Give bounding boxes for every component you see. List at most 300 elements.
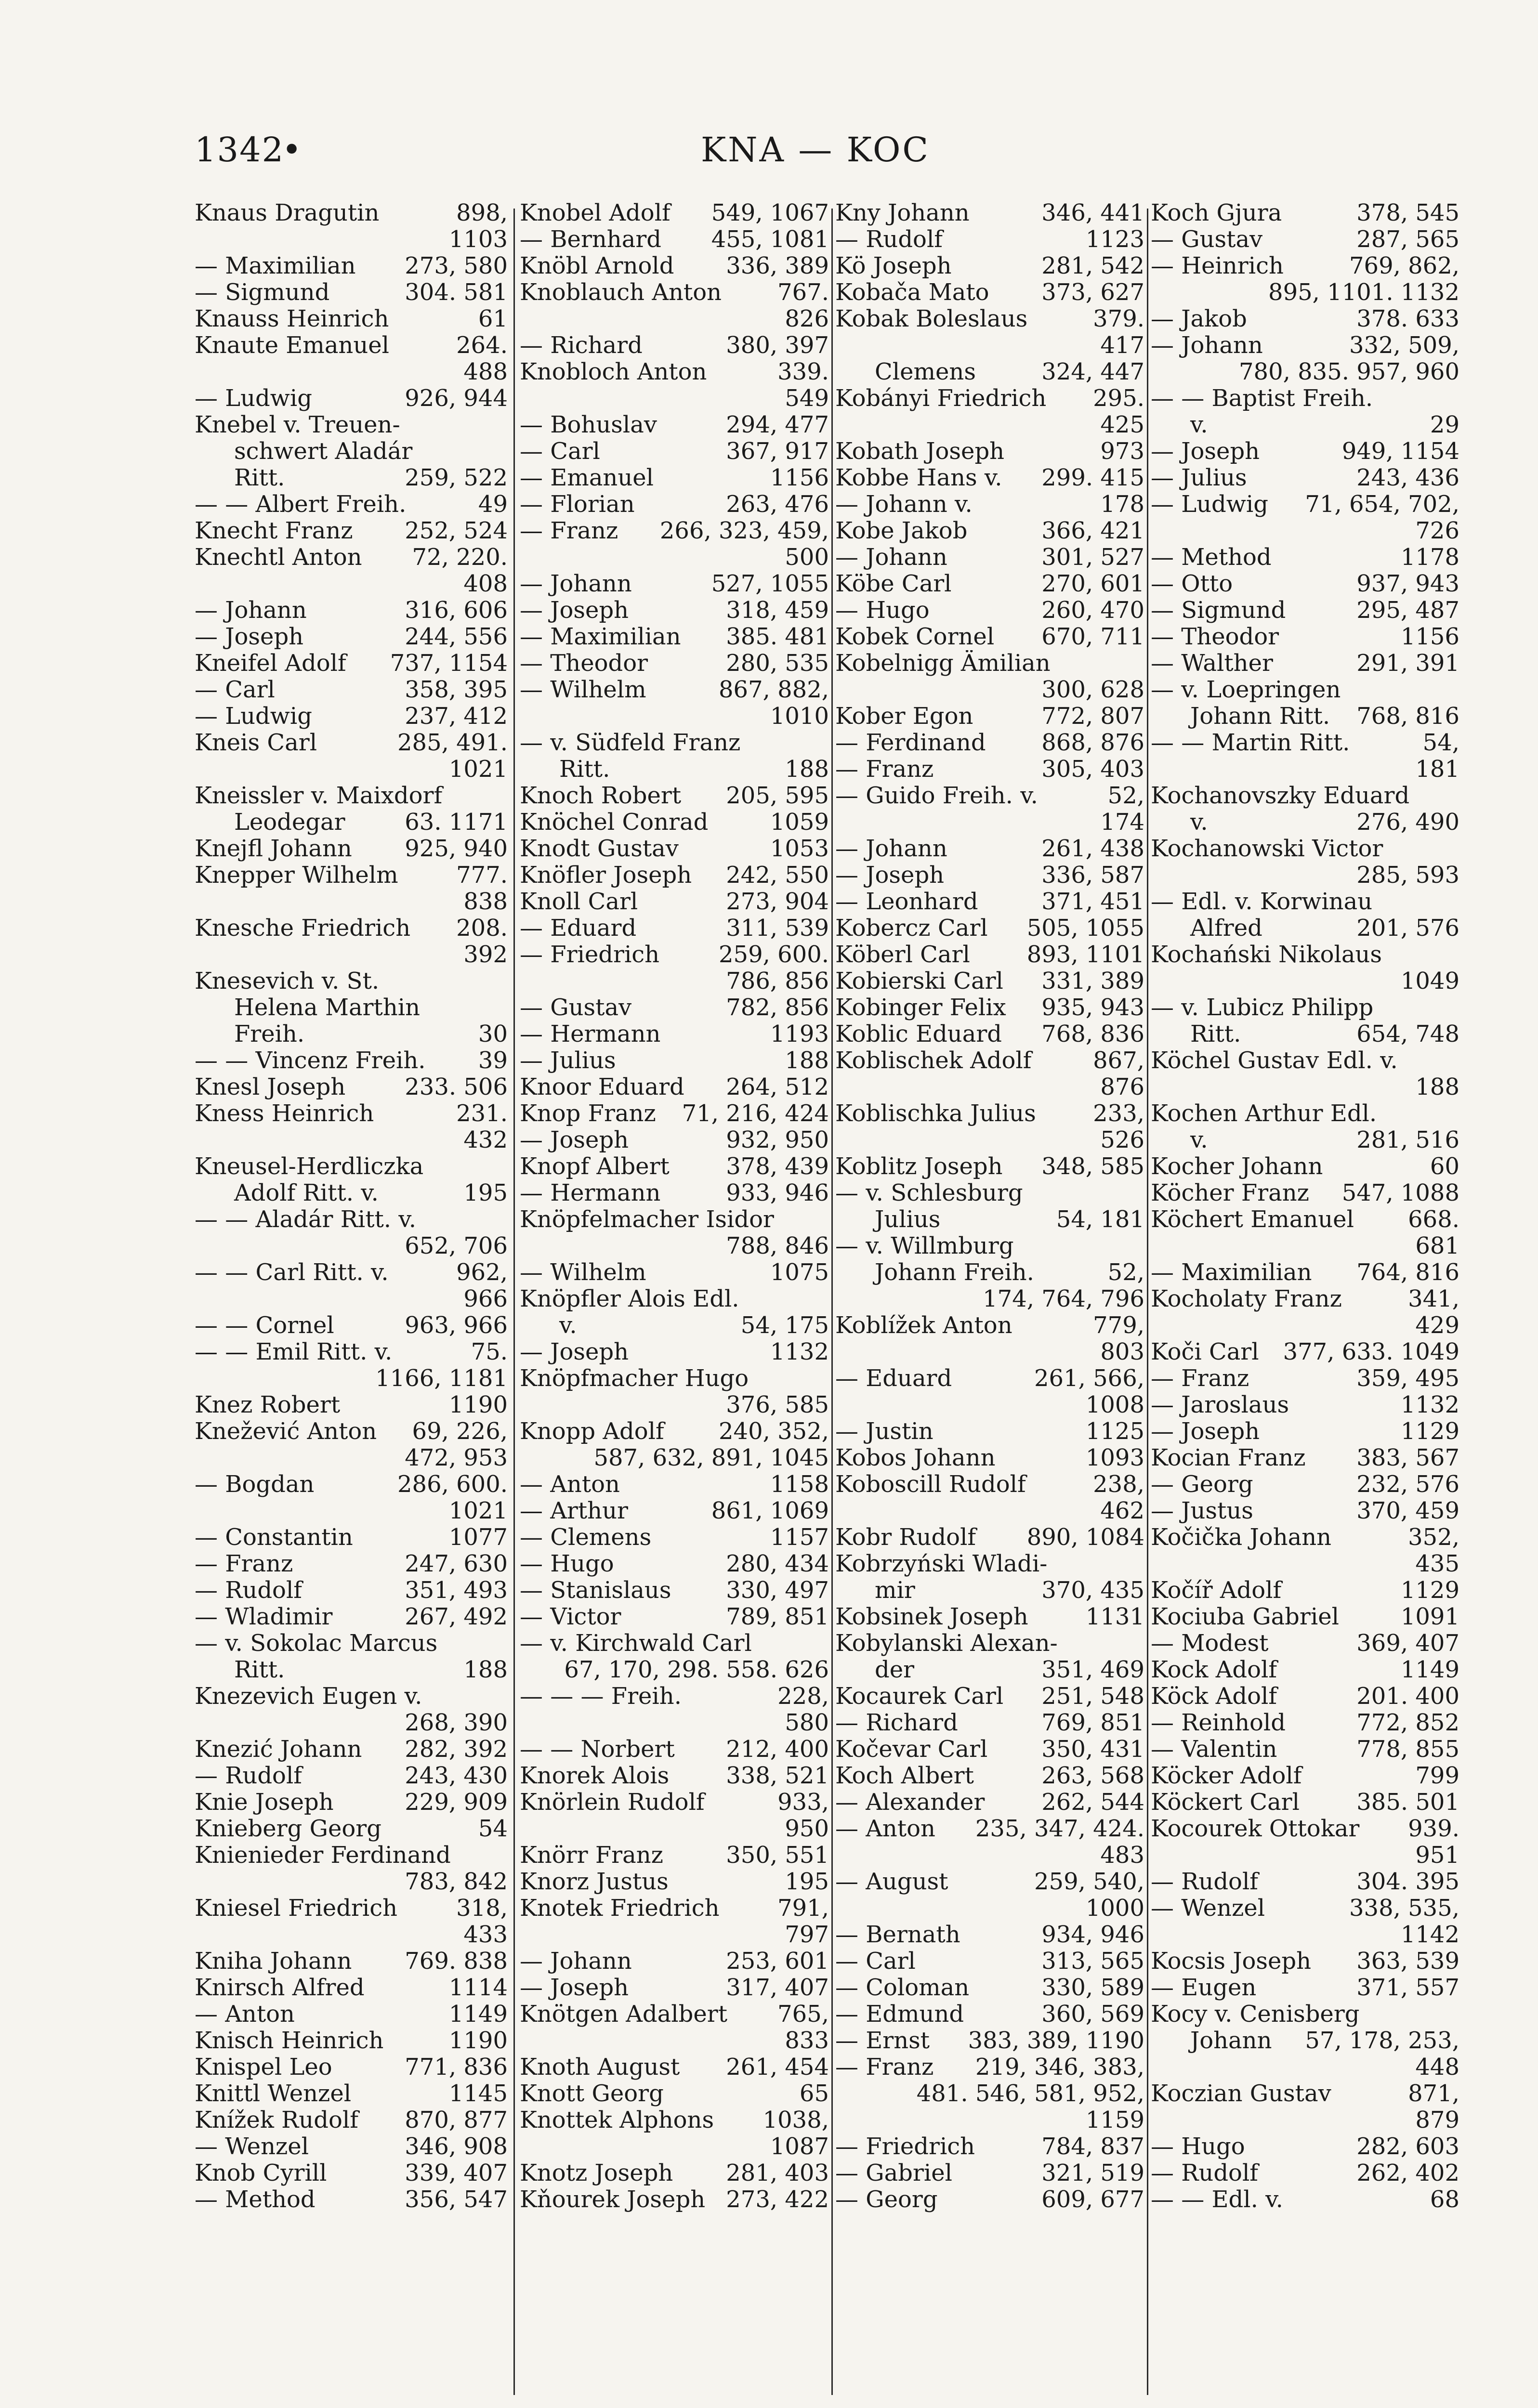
entry-name: — Sigmund — [195, 279, 330, 306]
index-entry — [520, 1233, 829, 1259]
entry-pages: 244, 556 — [405, 624, 508, 650]
entry-pages: 527, 1055 — [711, 571, 829, 597]
entry-pages: 295, 487 — [1356, 597, 1459, 624]
entry-pages: 1131 — [1085, 1604, 1144, 1630]
entry-name: — Maximilian — [1151, 1259, 1312, 1286]
index-entry — [520, 412, 829, 438]
entry-pages: 332, 509, — [1349, 332, 1459, 359]
entry-name: Knop Franz — [520, 1100, 656, 1127]
entry-name: Knob Cyrill — [195, 2160, 327, 2186]
entry-name: — Joseph — [835, 862, 945, 889]
index-entry — [1151, 1047, 1459, 1074]
entry-name: — Johann — [835, 544, 947, 571]
entry-pages: 933, 946 — [726, 1180, 829, 1206]
index-entry — [520, 2107, 829, 2133]
entry-name: — Justus — [1151, 1498, 1253, 1524]
entry-name: Knöpfler Alois Edl. — [520, 1286, 739, 1312]
index-entry — [195, 597, 508, 624]
entry-pages: 797 — [785, 1922, 829, 1948]
index-entry — [195, 1577, 508, 1604]
entry-name: Knoblauch Anton — [520, 279, 722, 306]
entry-name: Knez Robert — [195, 1392, 341, 1418]
entry-pages: 69, 226, — [412, 1418, 508, 1445]
entry-pages: 371, 451 — [1041, 889, 1144, 915]
entry-pages: 363, 539 — [1356, 1948, 1459, 1975]
entry-name: Kobos Johann — [835, 1445, 996, 1471]
entry-name: — Joseph — [520, 1127, 629, 1153]
entry-name: Knaute Emanuel — [195, 332, 390, 359]
entry-name: Kobbe Hans v. — [835, 465, 1002, 491]
index-entry — [1151, 703, 1459, 730]
index-entry — [195, 1153, 508, 1180]
entry-name: — Julius — [1151, 465, 1247, 491]
index-entry — [520, 2186, 829, 2213]
index-entry — [520, 1100, 829, 1127]
entry-name: Kobsinek Joseph — [835, 1604, 1028, 1630]
entry-name: — Franz — [835, 2054, 934, 2081]
entry-pages: 788, 846 — [726, 1233, 829, 1259]
index-entry — [520, 2028, 829, 2054]
entry-name: — Stanislaus — [520, 1577, 671, 1604]
entry-pages: 174, 764, 796 — [983, 1286, 1144, 1312]
index-entry — [520, 1922, 829, 1948]
index-entry — [520, 1869, 829, 1895]
index-entry — [835, 1418, 1144, 1445]
entry-name: Koch Albert — [835, 1763, 974, 1789]
index-entry — [520, 1895, 829, 1922]
entry-name: — Victor — [520, 1604, 621, 1630]
entry-pages: 876 — [1100, 1074, 1144, 1100]
index-entry — [835, 1789, 1144, 1816]
entry-pages: 1149 — [1400, 1657, 1459, 1683]
index-entry — [520, 862, 829, 889]
entry-name: — Hugo — [1151, 2133, 1245, 2160]
index-entry — [520, 491, 829, 518]
entry-pages: 316, 606 — [405, 597, 508, 624]
index-entry — [195, 942, 508, 968]
index-entry — [195, 1471, 508, 1498]
entry-pages: 219, 346, 383, — [975, 2054, 1144, 2081]
entry-name: — Johann — [835, 836, 947, 862]
entry-pages: 392 — [463, 942, 508, 968]
entry-pages: 949, 1154 — [1341, 438, 1459, 465]
entry-pages: 29 — [1430, 412, 1459, 438]
entry-pages: 369, 407 — [1356, 1630, 1459, 1657]
entry-pages: 366, 421 — [1041, 518, 1144, 544]
entry-name: Kochanowski Victor — [1151, 836, 1383, 862]
index-entry — [835, 1312, 1144, 1339]
entry-name: Knížek Rudolf — [195, 2107, 358, 2133]
entry-pages: 52, — [1107, 783, 1144, 809]
entry-name: Koblitz Joseph — [835, 1153, 1003, 1180]
index-entry — [835, 624, 1144, 650]
entry-pages: 346, 908 — [405, 2133, 508, 2160]
index-entry — [195, 809, 508, 836]
entry-name: Knott Georg — [520, 2081, 664, 2107]
index-entry — [195, 571, 508, 597]
entry-pages: 726 — [1415, 518, 1459, 544]
entry-name: — Anton — [835, 1816, 935, 1842]
index-entry — [835, 1630, 1144, 1657]
entry-pages: 356, 547 — [405, 2186, 508, 2213]
entry-name: — Richard — [520, 332, 643, 359]
index-entry — [835, 2028, 1144, 2054]
index-entry — [195, 1975, 508, 2001]
entry-pages: 358, 395 — [405, 677, 508, 703]
entry-pages: 243, 436 — [1356, 465, 1459, 491]
index-entry — [835, 915, 1144, 942]
entry-name: Ritt. — [234, 465, 285, 491]
index-entry — [1151, 1074, 1459, 1100]
entry-pages: 1075 — [770, 1259, 829, 1286]
index-entry — [1151, 385, 1459, 412]
index-entry — [520, 1206, 829, 1233]
entry-name: — Jakob — [1151, 306, 1247, 332]
index-entry — [195, 1630, 508, 1657]
entry-pages: 282, 603 — [1356, 2133, 1459, 2160]
index-entry — [1151, 2028, 1459, 2054]
entry-name: Kö Joseph — [835, 253, 952, 279]
entry-name: Knöpfmacher Hugo — [520, 1365, 749, 1392]
index-entry — [1151, 2133, 1459, 2160]
entry-pages: 737, 1154 — [390, 650, 508, 677]
entry-pages: 270, 601 — [1041, 571, 1144, 597]
entry-name: Köchel Gustav Edl. v. — [1151, 1047, 1398, 1074]
entry-name: Knoor Eduard — [520, 1074, 684, 1100]
index-entry — [1151, 677, 1459, 703]
index-entry — [1151, 200, 1459, 226]
index-entry — [195, 385, 508, 412]
index-entry — [195, 544, 508, 571]
entry-pages: 417 — [1100, 332, 1144, 359]
entry-name: — Johann v. — [835, 491, 973, 518]
index-entry — [835, 1922, 1144, 1948]
entry-pages: 668. — [1408, 1206, 1459, 1233]
index-entry — [1151, 1630, 1459, 1657]
entry-name: Koči Carl — [1151, 1339, 1259, 1365]
index-entry — [195, 889, 508, 915]
index-entry — [1151, 1736, 1459, 1763]
index-entry — [195, 1604, 508, 1630]
entry-name: — Julius — [520, 1047, 616, 1074]
index-entry — [1151, 1922, 1459, 1948]
index-entry — [195, 730, 508, 756]
index-entry — [835, 1683, 1144, 1710]
entry-pages: 263, 568 — [1041, 1763, 1144, 1789]
entry-pages: 826 — [785, 306, 829, 332]
index-entry — [520, 1339, 829, 1365]
index-entry — [520, 1021, 829, 1047]
entry-name: Ritt. — [234, 1657, 285, 1683]
entry-name: — Wenzel — [195, 2133, 309, 2160]
header-separator: • — [282, 130, 302, 170]
entry-pages: 868, 876 — [1041, 730, 1144, 756]
index-entry — [835, 412, 1144, 438]
index-entry — [1151, 1604, 1459, 1630]
index-entry — [1151, 1683, 1459, 1710]
entry-name: — Hermann — [520, 1021, 661, 1047]
entry-name: Johann — [1190, 2028, 1272, 2054]
entry-pages: 1149 — [448, 2001, 508, 2028]
entry-name: — Wladimir — [195, 1604, 333, 1630]
index-entry — [1151, 942, 1459, 968]
entry-name: — Eugen — [1151, 1975, 1257, 2001]
entry-pages: 264. — [456, 332, 508, 359]
page-number: 1342 — [195, 130, 285, 170]
entry-pages: 966 — [463, 1286, 508, 1312]
entry-name: — Arthur — [520, 1498, 628, 1524]
index-entry — [835, 1365, 1144, 1392]
index-entry — [835, 2107, 1144, 2133]
entry-pages: 1190 — [448, 2028, 508, 2054]
index-entry — [835, 1895, 1144, 1922]
index-entry — [1151, 1021, 1459, 1047]
entry-pages: 273, 904 — [726, 889, 829, 915]
entry-name: — Franz — [835, 756, 934, 783]
index-entry — [520, 2081, 829, 2107]
entry-pages: 472, 953 — [405, 1445, 508, 1471]
entry-name: Knodt Gustav — [520, 836, 679, 862]
index-entry — [1151, 995, 1459, 1021]
entry-name: — Rudolf — [195, 1577, 302, 1604]
index-entry — [835, 385, 1144, 412]
entry-name: — Wilhelm — [520, 677, 646, 703]
entry-name: Knaus Dragutin — [195, 200, 380, 226]
entry-pages: 772, 807 — [1041, 703, 1144, 730]
entry-name: — Maximilian — [520, 624, 681, 650]
index-entry — [1151, 756, 1459, 783]
entry-pages: 338, 535, — [1349, 1895, 1459, 1922]
entry-name: Freih. — [234, 1021, 305, 1047]
index-entry — [1151, 1153, 1459, 1180]
index-entry — [195, 226, 508, 253]
index-entry — [835, 1604, 1144, 1630]
entry-name: Kness Heinrich — [195, 1100, 374, 1127]
index-entry — [195, 1047, 508, 1074]
entry-name: Knöbl Arnold — [520, 253, 674, 279]
entry-name: — Gustav — [520, 995, 632, 1021]
index-entry — [195, 253, 508, 279]
entry-pages: 768, 836 — [1041, 1021, 1144, 1047]
index-entry — [835, 995, 1144, 1021]
entry-pages: 926, 944 — [405, 385, 508, 412]
entry-name: Ritt. — [1190, 1021, 1241, 1047]
entry-pages: 367, 917 — [726, 438, 829, 465]
entry-pages: 378, 439 — [726, 1153, 829, 1180]
entry-name: Kneifel Adolf — [195, 650, 346, 677]
entry-pages: 68 — [1430, 2186, 1459, 2213]
entry-pages: 462 — [1100, 1498, 1144, 1524]
index-entry — [1151, 544, 1459, 571]
index-entry — [1151, 1339, 1459, 1365]
index-entry — [520, 1710, 829, 1736]
entry-name: Julius — [875, 1206, 941, 1233]
entry-pages: 318, 459 — [726, 597, 829, 624]
index-entry — [195, 1180, 508, 1206]
index-entry — [520, 1577, 829, 1604]
index-entry — [520, 2001, 829, 2028]
entry-name: Knienieder Ferdinand — [195, 1842, 451, 1869]
entry-pages: 780, 835. 957, 960 — [1238, 359, 1459, 385]
index-entry — [1151, 1657, 1459, 1683]
entry-name: — — — Freih. — [520, 1683, 682, 1710]
index-entry — [835, 1153, 1144, 1180]
entry-name: Kobierski Carl — [835, 968, 1003, 995]
entry-pages: 939. — [1408, 1816, 1459, 1842]
entry-pages: 1166, 1181 — [375, 1365, 508, 1392]
index-entry — [1151, 1763, 1459, 1789]
index-entry — [195, 1736, 508, 1763]
entry-name: Kocsis Joseph — [1151, 1948, 1312, 1975]
index-entry — [195, 2001, 508, 2028]
entry-name: — Reinhold — [1151, 1710, 1286, 1736]
index-entry — [520, 465, 829, 491]
entry-pages: 268, 390 — [405, 1710, 508, 1736]
index-entry — [520, 942, 829, 968]
entry-name: — Anton — [195, 2001, 295, 2028]
entry-name: — — Cornel — [195, 1312, 334, 1339]
entry-pages: 448 — [1415, 2054, 1459, 2081]
entry-pages: 318, — [456, 1895, 508, 1922]
entry-pages: 195 — [785, 1869, 829, 1895]
entry-name: — Rudolf — [195, 1763, 302, 1789]
entry-pages: 803 — [1100, 1339, 1144, 1365]
index-entry — [520, 359, 829, 385]
entry-pages: 769, 862, — [1349, 253, 1459, 279]
index-entry — [520, 1180, 829, 1206]
entry-pages: 339. — [777, 359, 829, 385]
entry-name: — Ludwig — [1151, 491, 1268, 518]
entry-pages: 67, 170, 298. 558. 626 — [564, 1657, 829, 1683]
index-entry — [195, 1206, 508, 1233]
entry-name: — Johann — [520, 571, 632, 597]
index-entry — [1151, 1100, 1459, 1127]
entry-name: der — [875, 1657, 915, 1683]
index-entry — [520, 571, 829, 597]
entry-pages: 879 — [1415, 2107, 1459, 2133]
entry-name: Knieberg Georg — [195, 1816, 381, 1842]
entry-name: Kocholaty Franz — [1151, 1286, 1342, 1312]
entry-name: Koch Gjura — [1151, 200, 1282, 226]
entry-pages: 455, 1081 — [711, 226, 829, 253]
entry-name: Kniesel Friedrich — [195, 1895, 398, 1922]
entry-pages: 483 — [1100, 1842, 1144, 1869]
entry-pages: 243, 430 — [405, 1763, 508, 1789]
entry-pages: 233, — [1093, 1100, 1144, 1127]
entry-pages: 1178 — [1400, 544, 1459, 571]
index-entry — [1151, 1180, 1459, 1206]
entry-pages: 285, 593 — [1356, 862, 1459, 889]
index-entry — [835, 836, 1144, 862]
index-entry — [195, 1842, 508, 1869]
entry-pages: 767. — [777, 279, 829, 306]
entry-pages: 237, 412 — [405, 703, 508, 730]
index-entry — [520, 1445, 829, 1471]
index-entry — [520, 1365, 829, 1392]
index-entry — [195, 438, 508, 465]
index-entry — [520, 385, 829, 412]
entry-name: Kobe Jakob — [835, 518, 968, 544]
entry-name: — v. Lubicz Philipp — [1151, 995, 1374, 1021]
index-column-1 — [195, 200, 508, 2396]
entry-pages: 890, 1084 — [1026, 1524, 1144, 1551]
index-entry — [1151, 1551, 1459, 1577]
entry-name: Kniha Johann — [195, 1948, 352, 1975]
entry-name: — Emanuel — [520, 465, 654, 491]
index-entry — [195, 491, 508, 518]
entry-pages: 1114 — [448, 1975, 508, 2001]
index-entry — [1151, 1869, 1459, 1895]
entry-name: Köbe Carl — [835, 571, 952, 597]
entry-pages: 260, 470 — [1041, 597, 1144, 624]
index-entry — [1151, 915, 1459, 942]
index-entry — [520, 995, 829, 1021]
index-entry — [835, 1577, 1144, 1604]
index-entry — [1151, 306, 1459, 332]
index-entry — [835, 2001, 1144, 2028]
index-entry — [835, 809, 1144, 836]
entry-pages: 769. 838 — [405, 1948, 508, 1975]
entry-pages: 338, 521 — [726, 1763, 829, 1789]
entry-pages: 609, 677 — [1041, 2186, 1144, 2213]
entry-pages: 385. 501 — [1356, 1789, 1459, 1816]
entry-pages: 57, 178, 253, — [1305, 2028, 1459, 2054]
index-entry — [1151, 465, 1459, 491]
entry-name: — Gustav — [1151, 226, 1263, 253]
entry-name: Knötgen Adalbert — [520, 2001, 727, 2028]
entry-name: Kobelnigg Ämilian — [835, 650, 1051, 677]
entry-pages: 1142 — [1400, 1922, 1459, 1948]
index-entry — [1151, 624, 1459, 650]
entry-pages: 348, 585 — [1041, 1153, 1144, 1180]
entry-pages: 188 — [785, 756, 829, 783]
entry-name: — Joseph — [520, 1339, 629, 1365]
entry-name: — Joseph — [1151, 1418, 1260, 1445]
entry-pages: 376, 585 — [726, 1392, 829, 1418]
entry-name: Kobányi Friedrich — [835, 385, 1047, 412]
index-entry — [1151, 359, 1459, 385]
entry-pages: 898, — [456, 200, 508, 226]
index-entry — [195, 1524, 508, 1551]
index-entry — [1151, 2107, 1459, 2133]
entry-name: — Guido Freih. v. — [835, 783, 1038, 809]
entry-name: Kobača Mato — [835, 279, 989, 306]
index-entry — [835, 491, 1144, 518]
entry-name: Knotek Friedrich — [520, 1895, 720, 1922]
entry-pages: 867, 882, — [718, 677, 829, 703]
entry-pages: 681 — [1415, 1233, 1459, 1259]
entry-pages: 861, 1069 — [711, 1498, 829, 1524]
index-entry — [520, 1604, 829, 1630]
entry-name: Kobak Boleslaus — [835, 306, 1028, 332]
entry-pages: 259, 540, — [1034, 1869, 1144, 1895]
entry-pages: 1103 — [448, 226, 508, 253]
index-entry — [1151, 1816, 1459, 1842]
index-entry — [835, 1180, 1144, 1206]
index-entry — [1151, 809, 1459, 836]
entry-pages: 304. 581 — [405, 279, 508, 306]
index-entry — [520, 1392, 829, 1418]
entry-pages: 433 — [463, 1922, 508, 1948]
index-entry — [1151, 1975, 1459, 2001]
index-entry — [835, 253, 1144, 279]
entry-pages: 181 — [1415, 756, 1459, 783]
entry-pages: 300, 628 — [1041, 677, 1144, 703]
index-columns — [195, 200, 1459, 2396]
entry-pages: 549, 1067 — [711, 200, 829, 226]
entry-name: — — Norbert — [520, 1736, 675, 1763]
entry-pages: 54, 181 — [1056, 1206, 1144, 1233]
